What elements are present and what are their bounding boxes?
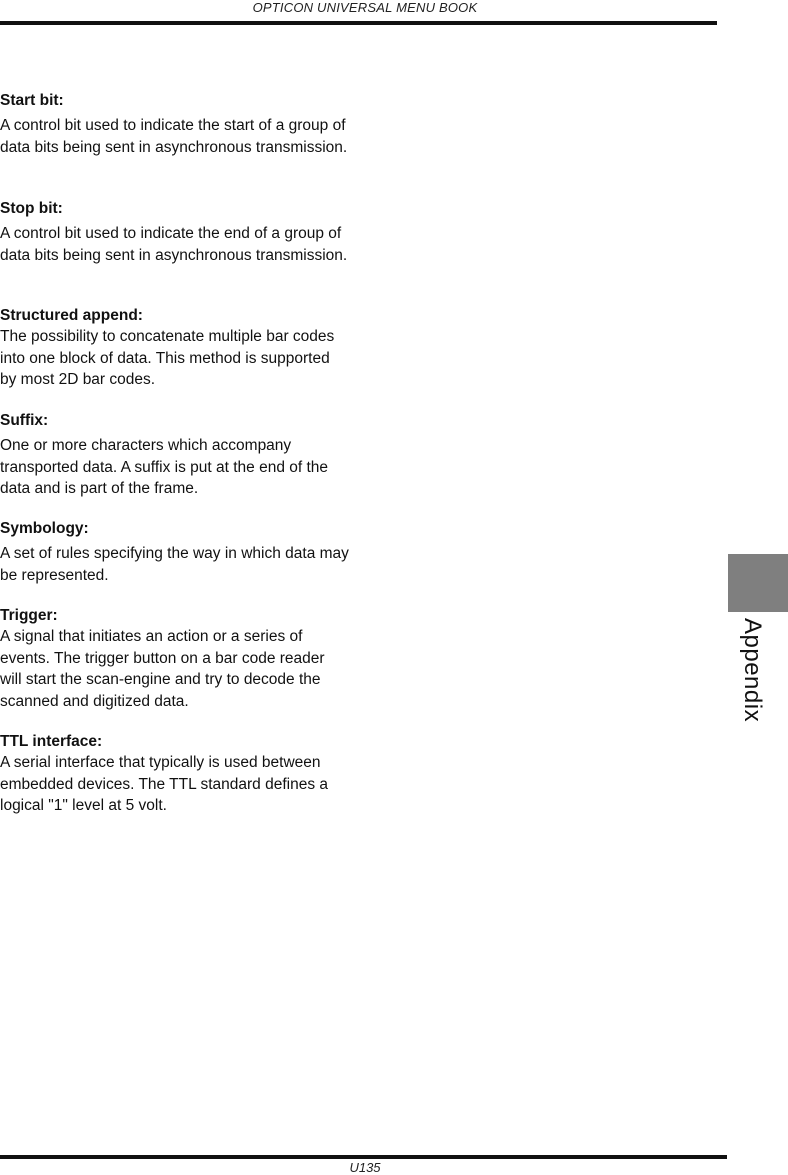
header-title: OPTICON UNIVERSAL MENU BOOK [252,0,478,15]
entry-definition: A set of rules specifying the way in which data may be represented. [0,545,349,584]
entry-definition: A serial interface that typically is used between embedded devices. The TTL standard defines a logical "1" level at 5 volt. [0,754,329,814]
glossary-entry-structured-append [0,305,350,391]
entry-term: Symbology: [0,520,89,537]
entry-definition: The possibility to concatenate multiple bar codes into one block of data. This method is supported by most 2D bar codes. [0,328,335,388]
glossary-entry-symbology [0,518,350,586]
footer-rule [0,1155,727,1159]
entry-term: Trigger: [0,607,58,624]
entry-definition: A control bit used to indicate the end of a group of data bits being sent in asynchronous transmission. [0,225,348,264]
glossary-entry-suffix [0,410,350,500]
entry-definition: A signal that initiates an action or a series of events. The trigger button on a bar code reader will start the scan-engine and try to decode the scanned and digitized data. [0,628,325,710]
appendix-tab-marker [728,554,788,612]
entry-definition: A control bit used to indicate the start of a group of data bits being sent in asynchronous transmission. [0,117,348,156]
entry-term: Stop bit: [0,200,63,217]
entry-term: Suffix: [0,412,49,429]
entry-definition: One or more characters which accompany transported data. A suffix is put at the end of the data and is part of the frame. [0,437,329,497]
header-rule [0,21,717,25]
entry-term: Start bit: [0,92,64,109]
page-number: U135 [349,1160,381,1175]
entry-term: Structured append: [0,307,143,324]
entry-term: TTL interface: [0,733,103,750]
glossary-entry-start-bit [0,90,350,158]
glossary-entry-stop-bit [0,198,350,266]
appendix-tab-label: Appendix [739,618,766,723]
glossary-entry-ttl-interface [0,731,350,817]
glossary-entry-trigger [0,605,350,712]
